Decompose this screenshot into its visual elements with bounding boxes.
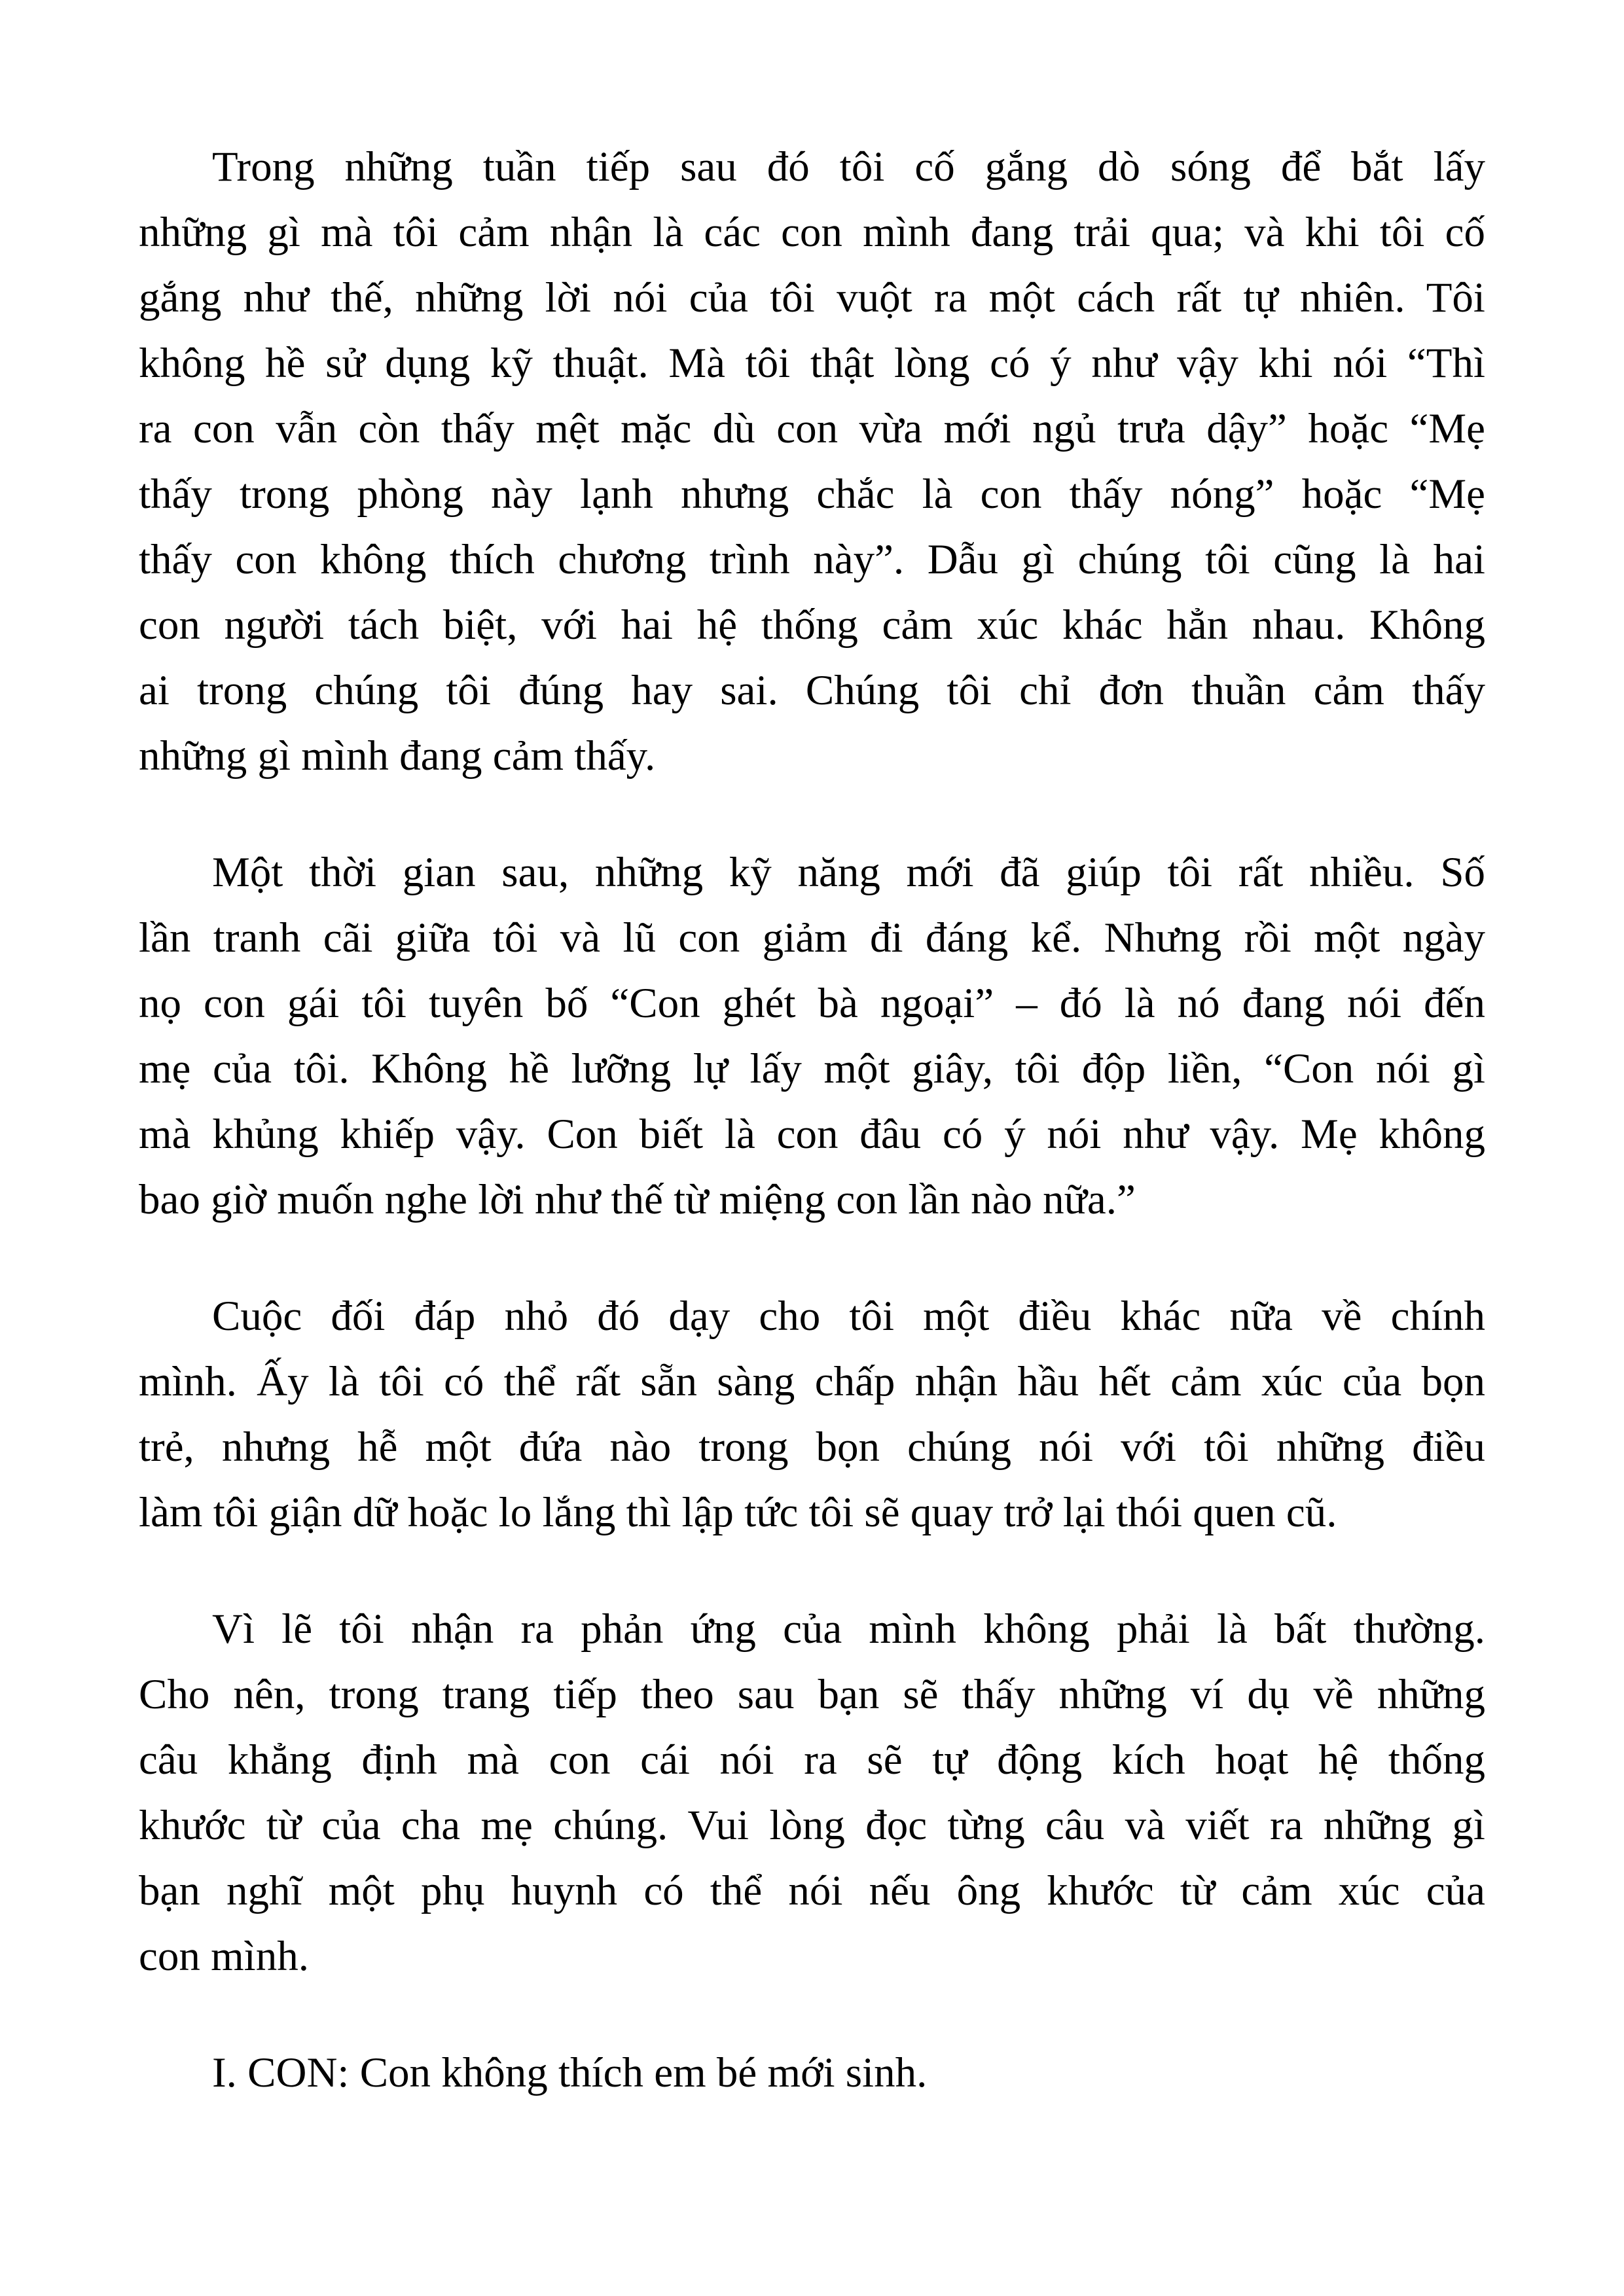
text-line: trẻ, nhưng hễ một đứa nào trong bọn chúng nói với tôi những điều [139,1424,1485,1471]
text-line: gắng như thế, những lời nói của tôi vuột ra một cách rất tự nhiên. Tôi [139,274,1485,321]
text-line: thấy trong phòng này lạnh nhưng chắc là con thấy nóng” hoặc “Mẹ [139,471,1485,518]
text-line: câu khẳng định mà con cái nói ra sẽ tự động kích hoạt hệ thống [139,1736,1485,1784]
text-line: Cho nên, trong trang tiếp theo sau bạn sẽ thấy những ví dụ về những [139,1671,1485,1718]
text-line: Trong những tuần tiếp sau đó tôi cố gắng dò sóng để bắt lấy [212,143,1485,190]
text-line: con người tách biệt, với hai hệ thống cảm xúc khác hẳn nhau. Không [139,601,1485,649]
paragraph [139,2040,1485,2106]
text-line: làm tôi giận dữ hoặc lo lắng thì lập tức tôi sẽ quay trở lại thói quen cũ. [139,1489,1337,1536]
text-line: mẹ của tôi. Không hề lưỡng lự lấy một giây, tôi độp liền, “Con nói gì [139,1045,1485,1092]
text-line: Cuộc đối đáp nhỏ đó dạy cho tôi một điều khác nữa về chính [212,1293,1485,1340]
text-line: bao giờ muốn nghe lời như thế từ miệng con lần nào nữa.” [139,1176,1136,1223]
paragraph [139,1283,1485,1545]
text-line: mà khủng khiếp vậy. Con biết là con đâu có ý nói như vậy. Mẹ không [139,1111,1485,1158]
text-line: ra con vẫn còn thấy mệt mặc dù con vừa mới ngủ trưa dậy” hoặc “Mẹ [139,405,1485,452]
text-line: I. CON: Con không thích em bé mới sinh. [212,2049,928,2096]
paragraph [139,134,1485,789]
text-line: những gì mà tôi cảm nhận là các con mình đang trải qua; và khi tôi cố [139,209,1485,256]
text-line: những gì mình đang cảm thấy. [139,732,656,780]
text-line: Vì lẽ tôi nhận ra phản ứng của mình không phải là bất thường. [212,1605,1485,1653]
text-line: mình. Ấy là tôi có thể rất sẵn sàng chấp nhận hầu hết cảm xúc của bọn [139,1358,1485,1405]
text-line: bạn nghĩ một phụ huynh có thể nói nếu ông khước từ cảm xúc của [139,1867,1485,1914]
text-line: không hề sử dụng kỹ thuật. Mà tôi thật lòng có ý như vậy khi nói “Thì [139,340,1485,387]
text-line: nọ con gái tôi tuyên bố “Con ghét bà ngoại” – đó là nó đang nói đến [139,980,1485,1027]
text-line: ai trong chúng tôi đúng hay sai. Chúng tôi chỉ đơn thuần cảm thấy [139,667,1485,714]
text-line: thấy con không thích chương trình này”. Dẫu gì chúng tôi cũng là hai [139,536,1485,583]
paragraph [139,840,1485,1232]
paragraph [139,1596,1485,1989]
text-line: Một thời gian sau, những kỹ năng mới đã giúp tôi rất nhiều. Số [212,849,1485,896]
text-line: lần tranh cãi giữa tôi và lũ con giảm đi đáng kể. Nhưng rồi một ngày [139,914,1485,961]
text-line: con mình. [139,1933,309,1980]
page-text [139,134,1485,2106]
text-line: khước từ của cha mẹ chúng. Vui lòng đọc từng câu và viết ra những gì [139,1802,1485,1849]
